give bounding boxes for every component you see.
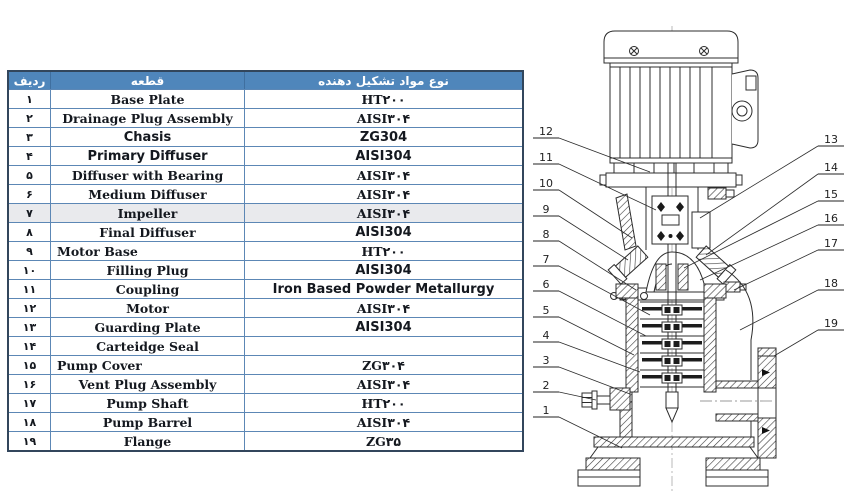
motor-group — [600, 31, 758, 199]
row-number-cell: ۱۴ — [22, 339, 37, 353]
material-cell: AISI304 — [244, 147, 522, 165]
part-name-cell: Filling Plug — [50, 261, 244, 279]
callout-label-1: 1 — [542, 404, 550, 417]
base-group — [578, 437, 768, 486]
part-name-cell: Drainage Plug Assembly — [50, 109, 244, 127]
part-name-cell: Pump Shaft — [50, 394, 244, 412]
callout-label-6: 6 — [542, 278, 550, 291]
material-cell: HT۲۰۰ — [244, 90, 522, 108]
material-cell: AISI304 — [244, 261, 522, 279]
callout-label-5: 5 — [542, 304, 550, 317]
callout-label-7: 7 — [542, 253, 550, 266]
material-cell: AISI۳۰۴ — [244, 185, 522, 203]
part-name-cell: Medium Diffuser — [50, 185, 244, 203]
row-number-cell: ۶ — [26, 187, 33, 201]
row-number-cell: ۹ — [26, 244, 33, 258]
part-name-cell: Flange — [50, 432, 244, 450]
callout-label-11: 11 — [539, 151, 553, 164]
material-cell: Iron Based Powder Metallurgy — [244, 280, 522, 298]
material-cell: AISI۳۰۴ — [244, 413, 522, 431]
callout-leader-line — [559, 417, 622, 448]
row-number-cell: ۷ — [26, 206, 33, 220]
row-number-cell: ۱۳ — [22, 320, 37, 334]
row-number-cell: ۵ — [26, 168, 33, 182]
material-cell: ZG۳۰۴ — [244, 356, 522, 374]
callout-leader-line — [559, 216, 628, 260]
row-number-cell: ۱۹ — [22, 434, 37, 448]
part-name-cell: Impeller — [50, 204, 244, 222]
part-name-cell: Base Plate — [50, 90, 244, 108]
material-cell: HT۲۰۰ — [244, 394, 522, 412]
callout-label-17: 17 — [824, 237, 838, 250]
part-name-cell: Primary Diffuser — [50, 147, 244, 165]
callout-label-9: 9 — [542, 203, 550, 216]
callout-label-19: 19 — [824, 317, 838, 330]
material-cell: AISI۳۰۴ — [244, 109, 522, 127]
callout-label-15: 15 — [824, 188, 838, 201]
part-name-cell: Pump Cover — [50, 356, 244, 374]
part-name-cell: Diffuser with Bearing — [50, 166, 244, 184]
part-name-cell: Final Diffuser — [50, 223, 244, 241]
callout-label-13: 13 — [824, 133, 838, 146]
row-number-cell: ۱۶ — [22, 377, 37, 391]
part-name-cell: Guarding Plate — [50, 318, 244, 336]
callout-leader-line — [559, 367, 630, 394]
row-number-cell: ۸ — [26, 225, 33, 239]
row-number-cell: ۱۵ — [22, 358, 37, 372]
row-number-cell: ۱ — [26, 92, 33, 106]
callout-label-18: 18 — [824, 277, 838, 290]
part-name-cell: Chasis — [50, 128, 244, 146]
callout-leader-line — [774, 330, 818, 356]
material-cell: AISI304 — [244, 223, 522, 241]
row-number-cell: ۳ — [26, 130, 33, 144]
part-name-cell: Motor Base — [50, 242, 244, 260]
header-part: قطعه — [50, 72, 244, 89]
part-name-cell: Motor — [50, 299, 244, 317]
material-cell: AISI304 — [244, 318, 522, 336]
material-cell: AISI۳۰۴ — [244, 166, 522, 184]
row-number-cell: ۱۱ — [22, 282, 37, 296]
callout-label-14: 14 — [824, 161, 838, 174]
material-cell: ZG۳۵ — [244, 432, 522, 450]
callout-leader-line — [700, 225, 818, 280]
part-name-cell: Coupling — [50, 280, 244, 298]
callout-label-2: 2 — [542, 379, 550, 392]
callout-leader-line — [559, 317, 634, 355]
row-number-cell: ۱۲ — [22, 301, 37, 315]
material-cell: AISI۳۰۴ — [244, 299, 522, 317]
callout-label-16: 16 — [824, 212, 838, 225]
material-cell: ZG304 — [244, 128, 522, 146]
header-row-number: ردیف — [13, 73, 46, 88]
row-number-cell: ۱۰ — [22, 263, 37, 277]
header-material: نوع مواد تشکیل دهنده — [244, 72, 522, 89]
pump-line-art — [578, 26, 776, 492]
callout-leader-line — [734, 250, 818, 290]
row-number-cell: ۴ — [26, 149, 33, 163]
callout-label-8: 8 — [542, 228, 550, 241]
part-name-cell: Pump Barrel — [50, 413, 244, 431]
row-number-cell: ۱۸ — [22, 415, 37, 429]
material-cell: AISI۳۰۴ — [244, 375, 522, 393]
callout-label-10: 10 — [539, 177, 553, 190]
callout-label-4: 4 — [542, 329, 550, 342]
row-number-cell: ۱۷ — [22, 396, 37, 410]
callout-label-12: 12 — [539, 125, 553, 138]
material-cell: HT۲۰۰ — [244, 242, 522, 260]
part-name-cell: Vent Plug Assembly — [50, 375, 244, 393]
callout-label-3: 3 — [542, 354, 550, 367]
row-number-cell: ۲ — [26, 111, 33, 125]
part-name-cell: Carteidge Seal — [50, 337, 244, 355]
material-cell: AISI۳۰۴ — [244, 204, 522, 222]
